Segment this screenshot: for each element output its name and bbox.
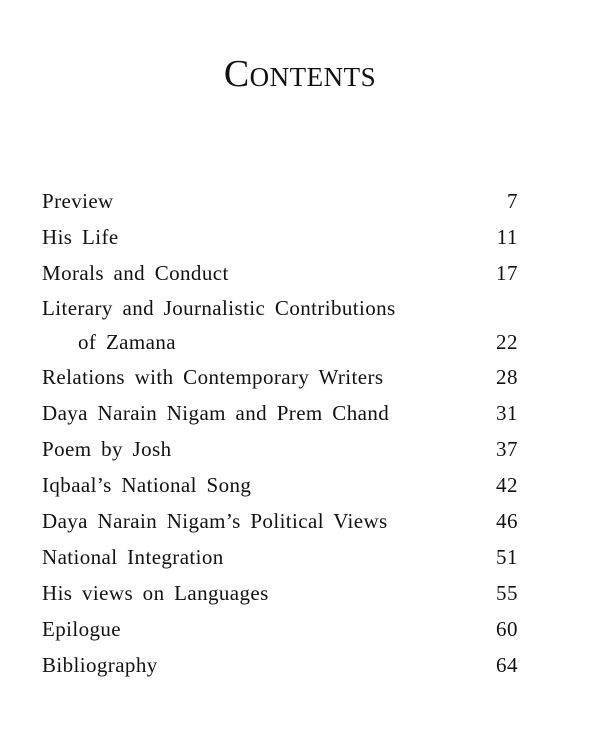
toc-page-number: 28 — [496, 365, 518, 389]
toc-page-number: 17 — [496, 261, 518, 285]
toc-entry-his-life — [42, 219, 518, 255]
toc-page-number: 7 — [507, 189, 518, 213]
toc-entry-title: Relations with Contemporary Writers — [42, 365, 384, 389]
toc-page-number: 60 — [496, 617, 518, 641]
toc-entry-views-on-languages — [42, 575, 518, 611]
toc-entry-title: Poem by Josh — [42, 437, 172, 461]
toc-page-number: 37 — [496, 437, 518, 461]
toc-entry-literary-contributions — [42, 291, 518, 359]
toc-entry-title: Literary and Journalistic Contributions — [42, 296, 396, 320]
toc-entry-national-integration — [42, 539, 518, 575]
toc-entry-title: His views on Languages — [42, 581, 269, 605]
toc-page-number: 46 — [496, 509, 518, 533]
toc-page-number: 11 — [496, 225, 518, 249]
toc-page-number: 55 — [496, 581, 518, 605]
toc-entry-title: His Life — [42, 225, 119, 249]
toc-page-number: 31 — [496, 401, 518, 425]
toc-entry-national-song — [42, 467, 518, 503]
toc-page-number: 64 — [496, 653, 518, 677]
toc-entry-poem-by-josh — [42, 431, 518, 467]
page-title: Contents — [223, 53, 377, 95]
toc-entry-morals-and-conduct — [42, 255, 518, 291]
toc-entry-title: Daya Narain Nigam’s Political Views — [42, 509, 388, 533]
toc-entry-relations — [42, 359, 518, 395]
toc-entry-title: Iqbaal’s National Song — [42, 473, 252, 497]
table-of-contents — [42, 183, 518, 683]
toc-entry-title: Preview — [42, 189, 114, 213]
toc-entry-title: Epilogue — [42, 617, 122, 641]
toc-page-number: 42 — [496, 473, 518, 497]
toc-entry-title: Daya Narain Nigam and Prem Chand — [42, 401, 390, 425]
toc-page-number: 51 — [496, 545, 518, 569]
toc-entry-preview — [42, 183, 518, 219]
toc-entry-political-views — [42, 503, 518, 539]
toc-entry-nigam-prem-chand — [42, 395, 518, 431]
toc-entry-bibliography — [42, 647, 518, 683]
toc-entry-epilogue — [42, 611, 518, 647]
toc-entry-title: Morals and Conduct — [42, 261, 229, 285]
toc-entry-title: National Integration — [42, 545, 224, 569]
toc-page-number: 22 — [496, 330, 518, 354]
toc-entry-title: Bibliography — [42, 653, 158, 677]
toc-entry-title-continuation: of Zamana — [78, 330, 176, 354]
